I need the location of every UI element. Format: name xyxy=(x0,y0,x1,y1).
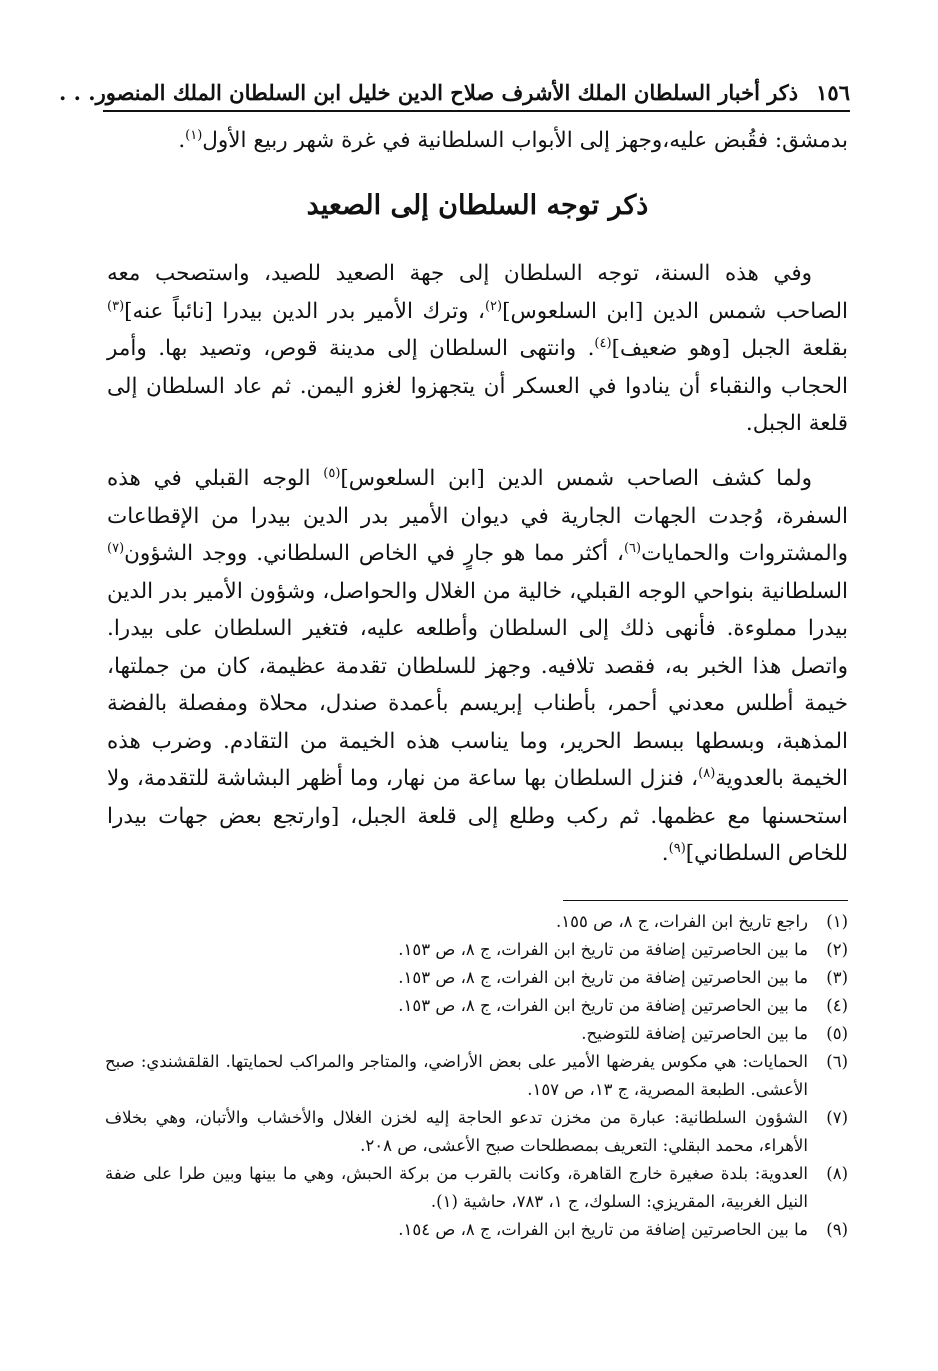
paragraph-text: ولما كشف الصاحب شمس الدين [ابن السلعوس] xyxy=(340,466,813,491)
paragraph-text: بقلعة الجبل [وهو ضعيف] xyxy=(611,336,848,361)
footnote xyxy=(105,1048,848,1104)
footnote-ref: (٦) xyxy=(623,540,642,556)
footnote xyxy=(105,1104,848,1160)
paragraph-text: وفي هذه السنة، توجه السلطان إلى جهة الصعيد للصيد، واستصحب معه الصاحب شمس الدين [ابن السلعوس] xyxy=(107,261,848,324)
footnote-rule xyxy=(563,900,848,901)
footnote-text: الشؤون السلطانية: عبارة من مخزن تدعو الحاجة إليه لخزن الغلال والأخشاب والأتبان، وهي بخلاف الأهراء، محمد البقلي: التعريف بمصطلحات صبح الأعشى، ص ٢٠٨. xyxy=(105,1108,808,1155)
footnote-number: (٤) xyxy=(826,996,848,1015)
footnote-ref: (٣) xyxy=(107,298,125,314)
footnote xyxy=(105,1216,848,1244)
footnote xyxy=(105,936,848,964)
section-title: ذكر توجه السلطان إلى الصعيد xyxy=(306,190,649,221)
paragraph-text: الوجه القبلي في هذه السفرة، وُجدت الجهات الجارية في ديوان الأمير بدر الدين بيدرا من الإقطاعات والمشتروات والحمايات xyxy=(107,466,848,566)
footnote xyxy=(105,908,848,936)
paragraph-text: . xyxy=(661,841,669,866)
footnote-ref: (٧) xyxy=(107,540,125,556)
footnote-text: ما بين الحاصرتين إضافة للتوضيح. xyxy=(581,1024,808,1043)
continuation-text: بدمشق: فقُبض عليه،وجهز إلى الأبواب السلطانية في غرة شهر ربيع الأول xyxy=(202,128,848,153)
page-number: ١٥٦ xyxy=(816,80,850,105)
footnote-number: (١) xyxy=(826,912,848,931)
footnote-ref: (٩) xyxy=(668,840,686,856)
footnote-text: ما بين الحاصرتين إضافة من تاريخ ابن الفرات، ج ٨، ص ١٥٣. xyxy=(398,996,808,1015)
footnote-ref: (٨) xyxy=(698,765,716,781)
footnote-text: راجع تاريخ ابن الفرات، ج ٨، ص ١٥٥. xyxy=(556,912,808,931)
footnote xyxy=(105,1020,848,1048)
footnote-ref: (٤) xyxy=(594,335,612,351)
footnote-number: (٧) xyxy=(826,1108,848,1127)
footnote-text: ما بين الحاصرتين إضافة من تاريخ ابن الفرات، ج ٨، ص ١٥٣. xyxy=(398,968,808,987)
paragraph-text: السلطانية بنواحي الوجه القبلي، خالية من الغلال والحواصل، وشؤون الأمير بدر الدين بيدرا مملوءة. فأنهى ذلك إلى السلطان وأطلعه عليه، فتغير السلطان على بيدرا. واتصل هذا الخبر به، فقصد تلافيه. وجهز للسلطان تقدمة عظيمة، كان من جملتها، خيمة أطلس معدني أحمر، بأطناب إبريسم بأعمدة صندل، محلاة ومفصلة بالفضة المذهبة، وبسطها ببسط الحرير، وما يناسب هذه الخيمة من التقادم. وضرب هذه الخيمة بالعدوية xyxy=(107,578,848,791)
footnote-text: العدوية: بلدة صغيرة خارج القاهرة، وكانت بالقرب من بركة الحبش، وهي ما بينها وبين طرا على ضفة النيل الغربية، المقريزي: السلوك، ج ١، ٧٨٣، حاشية (١). xyxy=(105,1164,808,1211)
footnote-text: ما بين الحاصرتين إضافة من تاريخ ابن الفرات، ج ٨، ص ١٥٤. xyxy=(398,1220,808,1239)
footnote-ref: (٢) xyxy=(484,298,503,314)
continuation-paragraph xyxy=(107,122,848,160)
footnote-number: (٥) xyxy=(826,1024,848,1043)
header-rule xyxy=(103,110,850,112)
footnote xyxy=(105,992,848,1020)
footnote-ref: (١) xyxy=(185,127,203,143)
footnote xyxy=(105,1160,848,1216)
paragraph-text: . وانتهى السلطان إلى مدينة قوص، وتصيد بها. وأمر الحجاب والنقباء أن ينادوا في العسكر أن يتجهزوا لغزو اليمن. ثم عاد السلطان إلى قلعة الجبل. xyxy=(107,336,848,436)
paragraph-2 xyxy=(107,460,848,873)
paragraph-text: ، فنزل السلطان بها ساعة من نهار، وما أظهر البشاشة للتقدمة، ولا استحسنها مع عظمها. ثم ركب وطلع إلى قلعة الجبل، [وارتجع بعض جهات بيدرا للخاص السلطاني] xyxy=(107,766,848,866)
footnote-text: الحمايات: هي مكوس يفرضها الأمير على بعض الأراضي، والمتاجر والمراكب لحمايتها. القلقشندي: صبح الأعشى. الطبعة المصرية، ج ١٣، ص ١٥٧. xyxy=(105,1052,808,1099)
footnote-number: (٦) xyxy=(826,1052,848,1071)
footnote-number: (٢) xyxy=(826,940,848,959)
continuation-tail: . xyxy=(178,128,186,153)
footnote xyxy=(105,964,848,992)
footnote-number: (٨) xyxy=(826,1164,848,1183)
running-header xyxy=(59,80,850,110)
footnote-number: (٣) xyxy=(826,968,848,987)
footnotes xyxy=(105,908,848,1244)
paragraph-text: ، وترك الأمير بدر الدين بيدرا [نائباً عنه] xyxy=(124,298,485,324)
paragraph-text: ، أكثر مما هو جارٍ في الخاص السلطاني. ووجد الشؤون xyxy=(124,541,624,566)
running-title: ذكر أخبار السلطان الملك الأشرف صلاح الدين خليل ابن السلطان الملك المنصور. . . xyxy=(59,80,799,105)
footnote-text: ما بين الحاصرتين إضافة من تاريخ ابن الفرات، ج ٨، ص ١٥٣. xyxy=(398,940,808,959)
paragraph-1 xyxy=(107,255,848,443)
footnote-ref: (٥) xyxy=(323,465,341,481)
footnote-number: (٩) xyxy=(826,1220,848,1239)
